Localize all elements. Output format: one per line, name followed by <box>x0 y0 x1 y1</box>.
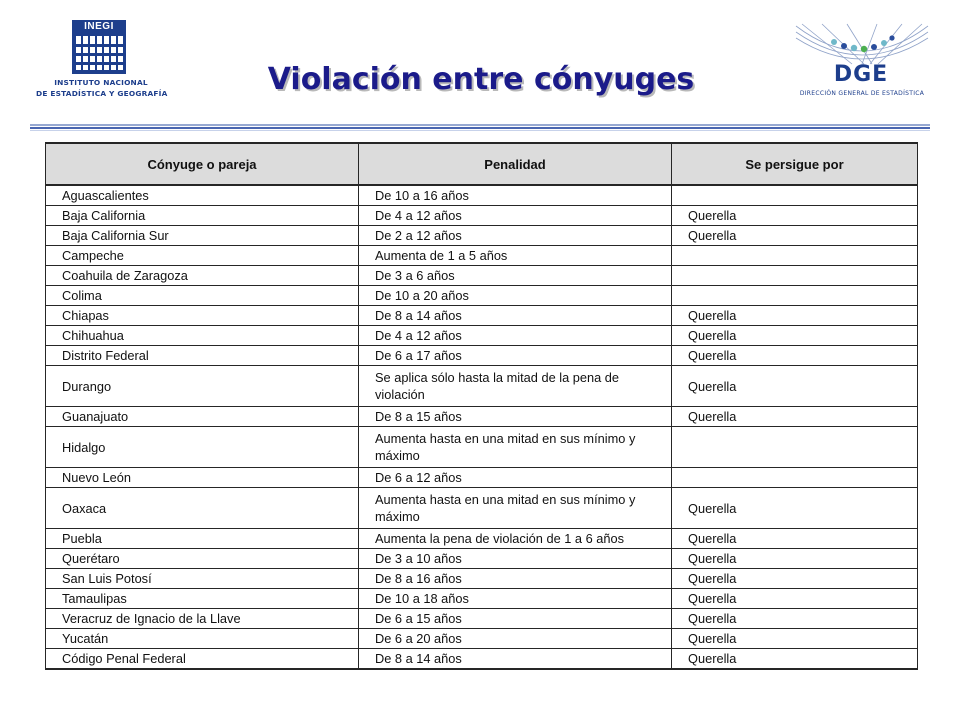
table-row <box>46 366 918 407</box>
cell-prosecution: Querella <box>672 549 918 569</box>
table-row <box>46 589 918 609</box>
header-rule-bottom <box>30 130 930 131</box>
cell-entity: Durango <box>46 366 359 407</box>
cell-penalty: De 3 a 10 años <box>359 549 672 569</box>
cell-entity: Baja California <box>46 206 359 226</box>
table-row <box>46 529 918 549</box>
cell-entity: Nuevo León <box>46 468 359 488</box>
cell-penalty: De 10 a 20 años <box>359 286 672 306</box>
cell-penalty: De 4 a 12 años <box>359 326 672 346</box>
cell-prosecution: Querella <box>672 488 918 529</box>
cell-entity: Puebla <box>46 529 359 549</box>
cell-penalty: De 2 a 12 años <box>359 226 672 246</box>
inegi-name-line2: DE ESTADÍSTICA Y GEOGRAFÍA <box>36 89 168 98</box>
cell-prosecution: Querella <box>672 346 918 366</box>
table-row <box>46 407 918 427</box>
table-row <box>46 266 918 286</box>
cell-entity: Yucatán <box>46 629 359 649</box>
cell-penalty: De 3 a 6 años <box>359 266 672 286</box>
cell-prosecution <box>672 246 918 266</box>
table-row <box>46 185 918 206</box>
column-header-prosecution: Se persigue por <box>672 143 918 185</box>
header-rule-top <box>30 124 930 126</box>
table-row <box>46 427 918 468</box>
dge-mesh-icon <box>792 20 932 68</box>
cell-penalty: De 8 a 16 años <box>359 569 672 589</box>
cell-prosecution: Querella <box>672 589 918 609</box>
cell-prosecution <box>672 266 918 286</box>
cell-entity: Guanajuato <box>46 407 359 427</box>
table-row <box>46 649 918 670</box>
cell-penalty: De 4 a 12 años <box>359 206 672 226</box>
cell-penalty: De 10 a 16 años <box>359 185 672 206</box>
inegi-logo <box>36 20 166 104</box>
table-row <box>46 629 918 649</box>
cell-penalty: Aumenta la pena de violación de 1 a 6 años <box>359 529 672 549</box>
cell-penalty: De 8 a 14 años <box>359 649 672 670</box>
cell-entity: Distrito Federal <box>46 346 359 366</box>
cell-penalty: Aumenta hasta en una mitad en sus mínimo y máximo <box>359 488 672 529</box>
penalty-table <box>45 142 918 670</box>
cell-entity: Oaxaca <box>46 488 359 529</box>
cell-penalty: De 6 a 12 años <box>359 468 672 488</box>
table-row <box>46 206 918 226</box>
cell-entity: Campeche <box>46 246 359 266</box>
table-row <box>46 226 918 246</box>
cell-penalty: Aumenta de 1 a 5 años <box>359 246 672 266</box>
cell-entity: Coahuila de Zaragoza <box>46 266 359 286</box>
cell-prosecution: Querella <box>672 326 918 346</box>
dge-name: DIRECCIÓN GENERAL DE ESTADÍSTICA <box>799 90 925 97</box>
cell-entity: Chiapas <box>46 306 359 326</box>
cell-prosecution: Querella <box>672 206 918 226</box>
table-header-row <box>46 143 918 185</box>
cell-entity: Veracruz de Ignacio de la Llave <box>46 609 359 629</box>
slide-title: Violación entre cónyuges <box>267 62 695 97</box>
column-header-penalty: Penalidad <box>359 143 672 185</box>
table-row <box>46 246 918 266</box>
dge-acronym: DGE <box>833 62 889 87</box>
cell-penalty: De 6 a 20 años <box>359 629 672 649</box>
table-row <box>46 326 918 346</box>
header-rule-middle <box>30 127 930 129</box>
table-row <box>46 286 918 306</box>
cell-penalty: De 8 a 14 años <box>359 306 672 326</box>
cell-prosecution: Querella <box>672 569 918 589</box>
cell-entity: Baja California Sur <box>46 226 359 246</box>
cell-penalty: De 8 a 15 años <box>359 407 672 427</box>
cell-prosecution: Querella <box>672 306 918 326</box>
table-row <box>46 609 918 629</box>
table-row <box>46 569 918 589</box>
cell-prosecution: Querella <box>672 629 918 649</box>
inegi-name-line1: INSTITUTO NACIONAL <box>54 78 148 87</box>
cell-penalty: De 10 a 18 años <box>359 589 672 609</box>
table-body <box>46 185 918 669</box>
cell-prosecution: Querella <box>672 649 918 670</box>
table-row <box>46 488 918 529</box>
column-header-spouse: Cónyuge o pareja <box>46 143 359 185</box>
inegi-acronym: INEGI <box>72 21 126 33</box>
cell-prosecution: Querella <box>672 529 918 549</box>
dge-logo <box>792 20 932 102</box>
table-row <box>46 346 918 366</box>
table-row <box>46 468 918 488</box>
cell-penalty: Se aplica sólo hasta la mitad de la pena de violación <box>359 366 672 407</box>
cell-penalty: De 6 a 15 años <box>359 609 672 629</box>
cell-prosecution <box>672 185 918 206</box>
cell-entity: Querétaro <box>46 549 359 569</box>
cell-entity: Colima <box>46 286 359 306</box>
cell-penalty: De 6 a 17 años <box>359 346 672 366</box>
cell-entity: Tamaulipas <box>46 589 359 609</box>
cell-entity: Código Penal Federal <box>46 649 359 670</box>
cell-prosecution <box>672 286 918 306</box>
cell-prosecution <box>672 427 918 468</box>
cell-penalty: Aumenta hasta en una mitad en sus mínimo y máximo <box>359 427 672 468</box>
cell-prosecution: Querella <box>672 226 918 246</box>
table-row <box>46 306 918 326</box>
cell-entity: Chihuahua <box>46 326 359 346</box>
cell-entity: Hidalgo <box>46 427 359 468</box>
table-row <box>46 549 918 569</box>
cell-entity: San Luis Potosí <box>46 569 359 589</box>
cell-prosecution: Querella <box>672 366 918 407</box>
cell-entity: Aguascalientes <box>46 185 359 206</box>
cell-prosecution: Querella <box>672 407 918 427</box>
cell-prosecution: Querella <box>672 609 918 629</box>
cell-prosecution <box>672 468 918 488</box>
